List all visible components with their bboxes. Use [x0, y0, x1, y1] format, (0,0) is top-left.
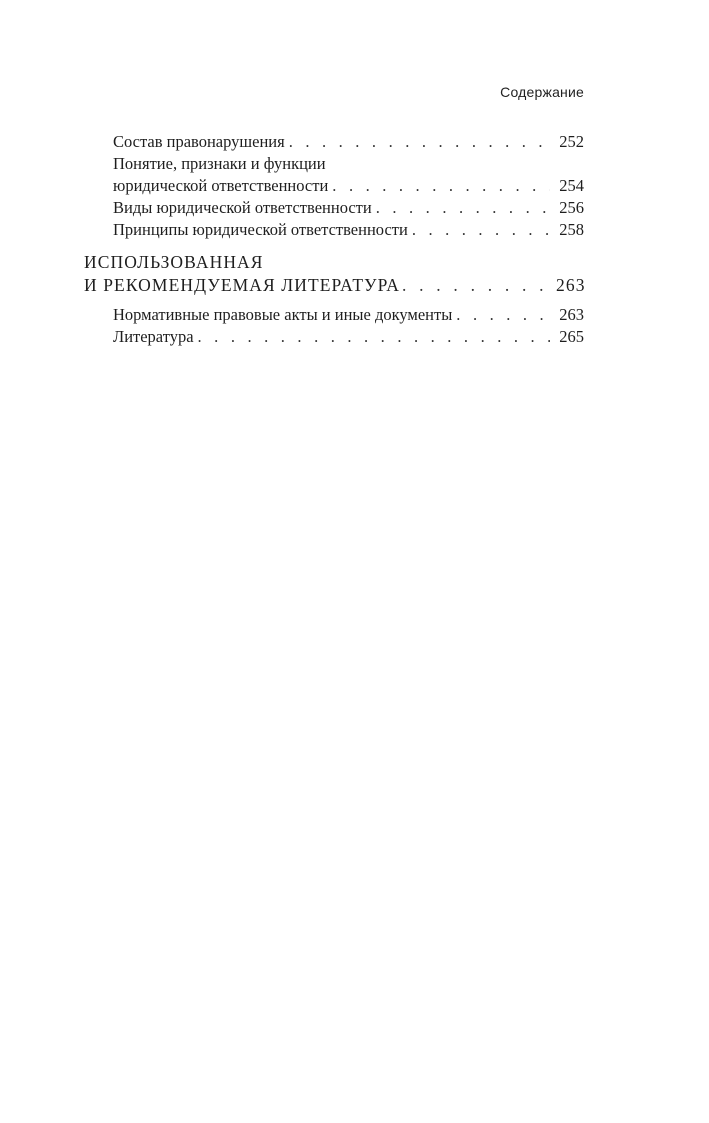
- dot-leader: [289, 131, 550, 153]
- toc-entry[interactable]: [84, 326, 584, 348]
- toc-entry[interactable]: [84, 131, 584, 153]
- toc-entry[interactable]: [84, 219, 584, 241]
- dot-leader: [456, 304, 550, 326]
- toc-entry-page: 263: [559, 305, 584, 324]
- toc-entry-page: 256: [559, 198, 584, 217]
- toc-entry-page: 254: [559, 176, 584, 195]
- table-of-contents: [84, 131, 584, 348]
- toc-entry-label: Нормативные правовые акты и иные документы: [113, 305, 453, 324]
- toc-section-label-line2: И РЕКОМЕНДУЕМАЯ ЛИТЕРАТУРА: [84, 275, 400, 295]
- dot-leader: [412, 219, 550, 241]
- dot-leader: [198, 326, 550, 348]
- dot-leader: [402, 274, 550, 297]
- toc-entry[interactable]: [84, 304, 584, 326]
- toc-entry-label: Литература: [113, 327, 194, 346]
- toc-entry[interactable]: [84, 153, 584, 197]
- toc-entry-label: Принципы юридической ответственности: [113, 220, 408, 239]
- toc-section-label-line1: ИСПОЛЬЗОВАННАЯ: [84, 252, 264, 272]
- toc-entry-label-line1: Понятие, признаки и функции: [113, 154, 326, 173]
- toc-section-heading[interactable]: [84, 251, 584, 297]
- toc-entry-label: Состав правонарушения: [113, 132, 285, 151]
- toc-entry[interactable]: [84, 197, 584, 219]
- toc-entry-page: 258: [559, 220, 584, 239]
- toc-entry-page: 252: [559, 132, 584, 151]
- dot-leader: [376, 197, 550, 219]
- toc-entry-page: 265: [559, 327, 584, 346]
- dot-leader: [332, 175, 550, 197]
- toc-entry-label: Виды юридической ответственности: [113, 198, 372, 217]
- running-header: Содержание: [500, 84, 584, 100]
- toc-section-page: 263: [556, 275, 586, 295]
- toc-entry-label-line2: юридической ответственности: [113, 176, 329, 195]
